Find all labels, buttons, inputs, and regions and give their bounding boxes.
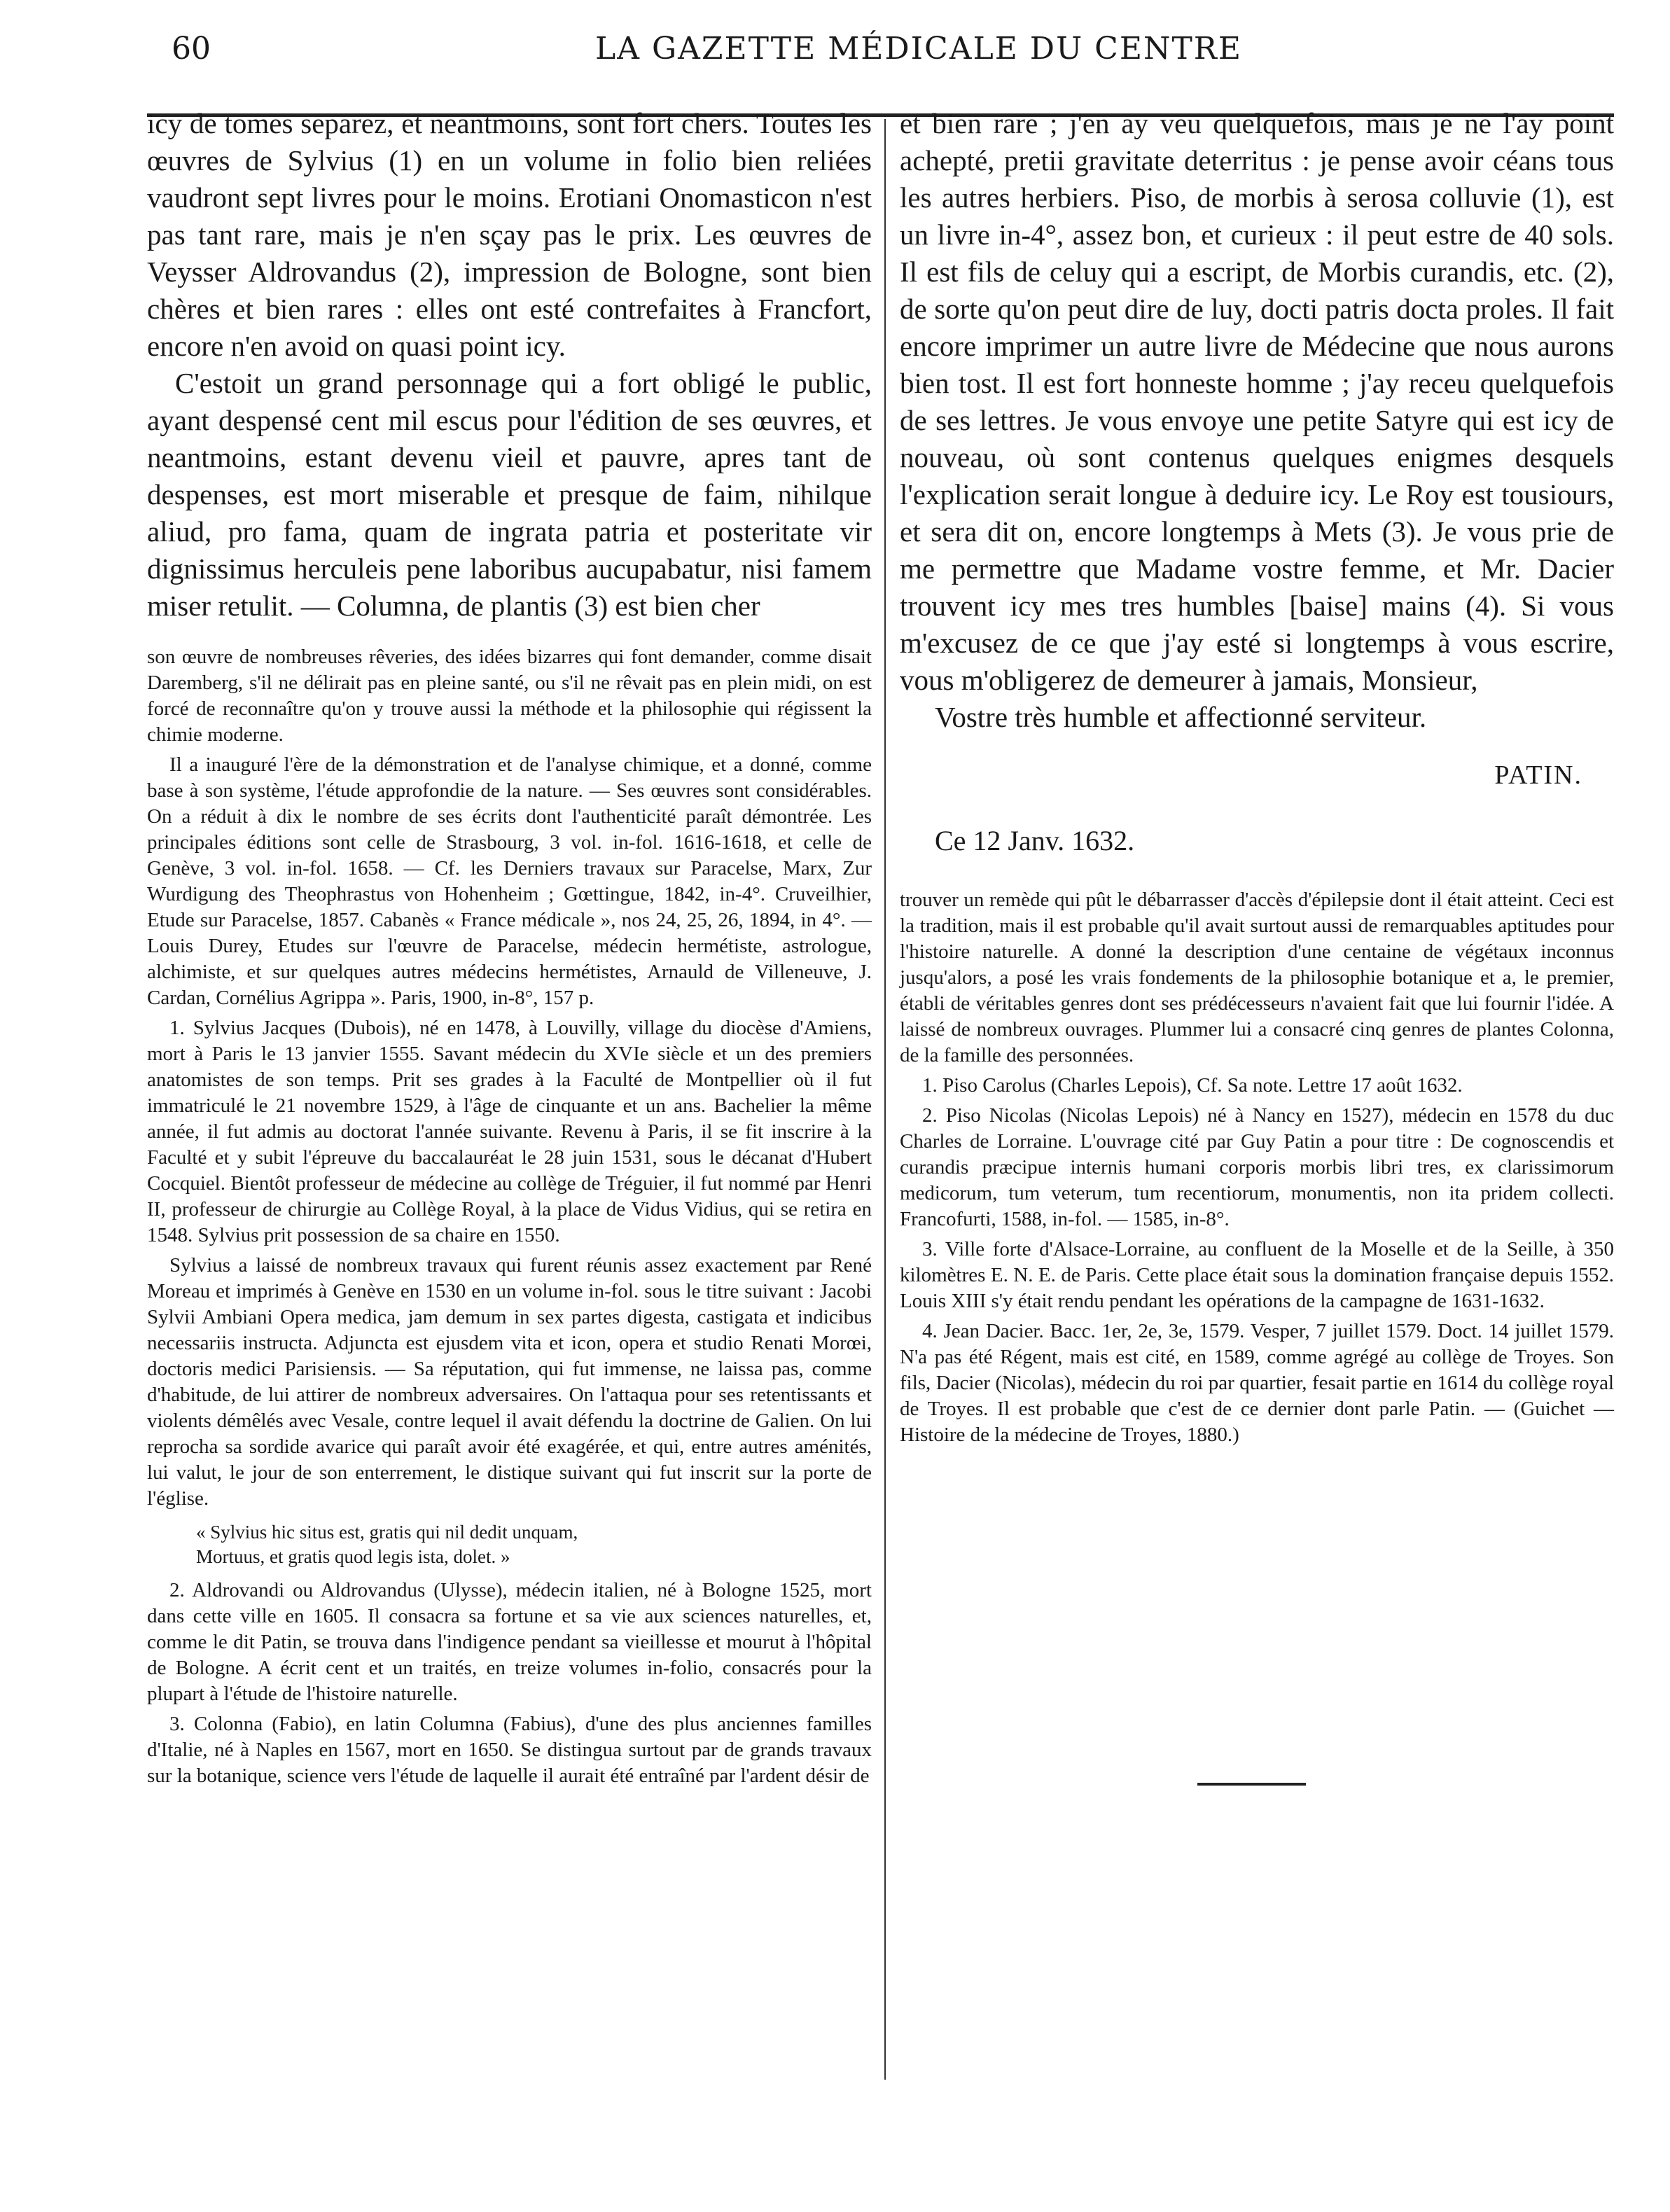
footnote: 4. Jean Dacier. Bacc. 1er, 2e, 3e, 1579. Vesper, 7 juillet 1579. Doct. 14 juillet 1579. N'a pas été Régent, mais est cité, en 1589, comme agrégé au collège de Troyes. Son fils, Dacier (Nicolas), médecin du roi par quartier, fesait partie en 1614 du collège royal de Troyes. Il est probable que c'est de ce dernier dont parle Patin. — (Guichet — Histoire de la médecine de Troyes, 1880.) (900, 1320, 1614, 1446)
page-header (0, 28, 1670, 70)
footnote: 2. Piso Nicolas (Nicolas Lepois) né à Nancy en 1527), médecin en 1578 du duc Charles de Lorraine. L'ouvrage cité par Guy Patin a pour titre : De cognoscendis et curandis præcipue internis humani corporis morbis libri tres, ex clarissimorum medicorum, tum veterum, tum recentiorum, monumentis, non ita pridem collecti. Francofurti, 1588, in-fol. — 1585, in-8°. (900, 1104, 1614, 1230)
page-number: 60 (172, 31, 211, 67)
footnote: Sylvius a laissé de nombreux travaux qui furent réunis assez exactement par René Moreau et imprimés à Genève en 1530 en un volume in-fol. sous le titre suivant : Jacobi Sylvii Ambiani Opera medica, jam demum in sex partes digesta, castigata et indicibus necessariis instructa. Adjuncta est ejusdem vita et icon, opera et studio Renati Morœi, doctoris medici Parisiensis. — Sa réputation, qui fut immense, ne laissa pas, comme d'habitude, de lui attirer de nombreux adversaires. On l'attaqua pour ses retentissants et violents démêlés avec Vesale, contre lequel il avait défendu la doctrine de Galien. On lui reprocha sa sordide avarice qui paraît avoir été exagérée, et qui, entre autres aménités, lui valut, le jour de son enterrement, le distique suivant qui fut inscrit sur la porte de l'église. (147, 1254, 872, 1510)
letter-text-right (900, 105, 1614, 859)
letter-text-left (147, 105, 872, 625)
footnote: 1. Piso Carolus (Charles Lepois), Cf. Sa note. Lettre 17 août 1632. (922, 1074, 1463, 1097)
distich-line: « Sylvius hic situs est, gratis qui nil dedit unquam, (196, 1522, 578, 1543)
letter-paragraph: et bien rare ; j'en ay veu quelquefois, mais je ne l'ay point achepté, pretii gravitate deterritus : je pense avoir céans tous les autres herbiers. Piso, de morbis à serosa colluvie (1), est un livre in-4°, assez bon, et curieux : il peut estre de 40 sols. Il est fils de celuy qui a escript, de Morbis curandis, etc. (2), de sorte qu'on peut dire de luy, docti patris docta proles. Il fait encore imprimer un autre livre de Médecine que nous aurons bien tost. Il est fort honneste homme ; j'ay receu quelquefois de ses lettres. Je vous envoye une petite Satyre qui est icy de nouveau, où sont contenus quelques enigmes desquels l'explication serait longue à deduire icy. Le Roy est tousiours, et sera dit on, encore longtemps à Mets (3). Je vous prie de me permettre que Madame vostre femme, et Mr. Dacier trouvent icy mes tres humbles [baise] mains (4). Si vous m'excusez de ce que j'ay esté si longtemps à vous escrire, vous m'obligerez de demeurer à jamais, Monsieur, (900, 107, 1614, 696)
signature: PATIN. (1494, 760, 1582, 790)
distich-line: Mortuus, et gratis quod legis ista, dolet. » (196, 1546, 510, 1567)
letter-closing: Vostre très humble et affectionné serviteur. (935, 701, 1427, 733)
journal-title: LA GAZETTE MÉDICALE DU CENTRE (595, 31, 1243, 67)
right-column (900, 105, 1614, 1452)
column-divider (884, 119, 886, 2080)
footnote: 3. Ville forte d'Alsace-Lorraine, au confluent de la Moselle et de la Seille, à 350 kilomètres E. N. E. de Paris. Cette place était sous la domination française depuis 1552. Louis XIII s'y était rendu pendant les opérations de la campagne de 1631-1632. (900, 1238, 1614, 1312)
footnote: 1. Sylvius Jacques (Dubois), né en 1478, à Louvilly, village du diocèse d'Amiens, mort à Paris le 13 janvier 1555. Savant médecin du XVIe siècle et un des premiers anatomistes de son temps. Prit ses grades à la Faculté de Montpellier où il fut immatriculé le 21 novembre 1529, à l'âge de cinquante et un ans. Bachelier la même année, il fut admis au doctorat l'année suivante. Revenu à Paris, il se fit inscrire à la Faculté et y subit l'épreuve du baccalauréat le 28 juin 1531, sous le décanat d'Hubert Cocquiel. Bientôt professeur de médecine au collège de Tréguier, il fut nommé par Henri II, professeur de chirurgie au Collège Royal, à la place de Vidus Vidius, qui se retira en 1548. Sylvius prit possession de sa chaire en 1550. (147, 1017, 872, 1246)
end-rule (1197, 1783, 1306, 1786)
footnote: 3. Colonna (Fabio), en latin Columna (Fabius), d'une des plus anciennes familles d'Italie, né à Naples en 1567, mort en 1650. Se distingua surtout par de grands travaux sur la botanique, science vers l'étude de laquelle il aurait été entraîné par l'ardent désir de (147, 1713, 872, 1787)
latin-distich (196, 1520, 872, 1569)
footnote: trouver un remède qui pût le débarrasser d'accès d'épilepsie dont il était atteint. Ceci est la tradition, mais il est probable qu'il avait surtout aussi de remarquables aptitudes pour l'histoire naturelle. A donné la description d'une centaine de végétaux inconnus jusqu'alors, a posé les vrais fondements de la philosophie botanique et a, le premier, établi de véritables genres dont ses prédécesseurs n'avaient fait que lui fournir l'idée. A laissé de nombreux ouvrages. Plummer lui a consacré cinq genres de plantes Colonna, de la famille des personnées. (900, 889, 1614, 1066)
footnote: son œuvre de nombreuses rêveries, des idées bizarres qui font demander, comme disait Daremberg, s'il ne délirait pas en pleine santé, ou s'il ne rêvait pas en plein midi, on est forcé de reconnaître qu'on y trouve aussi la méthode et la philosophie qui régissent la chimie moderne. (147, 646, 872, 746)
footnotes-left (147, 644, 872, 1789)
letter-paragraph: icy de tomes separez, et neantmoins, sont fort chers. Toutes les œuvres de Sylvius (1) en un volume in folio bien reliées vaudront sept livres pour le moins. Erotiani Onomasticon n'est pas tant rare, mais je n'en sçay pas le prix. Les œuvres de Veysser Aldrovandus (2), impression de Bologne, sont bien chères et bien rares : elles ont esté contrefaites à Francfort, encore n'en avoid on quasi point icy. (147, 107, 872, 362)
footnote: 2. Aldrovandi ou Aldrovandus (Ulysse), médecin italien, né à Bologne 1525, mort dans cette ville en 1605. Il consacra sa fortune et sa vie aux sciences naturelles, et, comme le dit Patin, se trouva dans l'indigence pendant sa vieillesse et mourut à l'hôpital de Bologne. A écrit cent et un traités, en treize volumes in-folio, consacrés pour la plupart à l'étude de l'histoire naturelle. (147, 1579, 872, 1705)
footnote: Il a inauguré l'ère de la démonstration et de l'analyse chimique, et a donné, comme base à son système, l'étude approfondie de la nature. — Ses œuvres sont considérables. On a réduit à dix le nombre de ses écrits dont l'authenticité paraît démontrée. Les principales éditions sont celle de Strasbourg, 3 vol. in-fol. 1616-1618, et celle de Genève, 3 vol. in-fol. 1658. — Cf. les Derniers travaux sur Paracelse, Marx, Zur Wurdigung des Theophrastus von Hohenheim ; Gœttingue, 1842, in-4°. Cruveilhier, Etude sur Paracelse, 1857. Cabanès « France médicale », nos 24, 25, 26, 1894, in 4°. — Louis Durey, Etudes sur l'œuvre de Paracelse, médecin hermétiste, astrologue, alchimiste, et sur quelques autres médecins hermétistes, Arnauld de Villeneuve, J. Cardan, Cornélius Agrippa ». Paris, 1900, in-8°, 157 p. (147, 753, 872, 1009)
left-column (147, 105, 872, 1793)
letter-paragraph: C'estoit un grand personnage qui a fort obligé le public, ayant despensé cent mil escus pour l'édition de ses œuvres, et neantmoins, estant devenu vieil et pauvre, apres tant de despenses, est mort miserable et presque de faim, nihilque aliud, pro fama, quam de ingrata patria et posteritate vir dignissimus herculeis pene laboribus aucupabatur, nisi famem miser retulit. — Columna, de plantis (3) est bien cher (147, 367, 872, 622)
footnotes-right (900, 887, 1614, 1448)
letter-date: Ce 12 Janv. 1632. (935, 825, 1135, 856)
